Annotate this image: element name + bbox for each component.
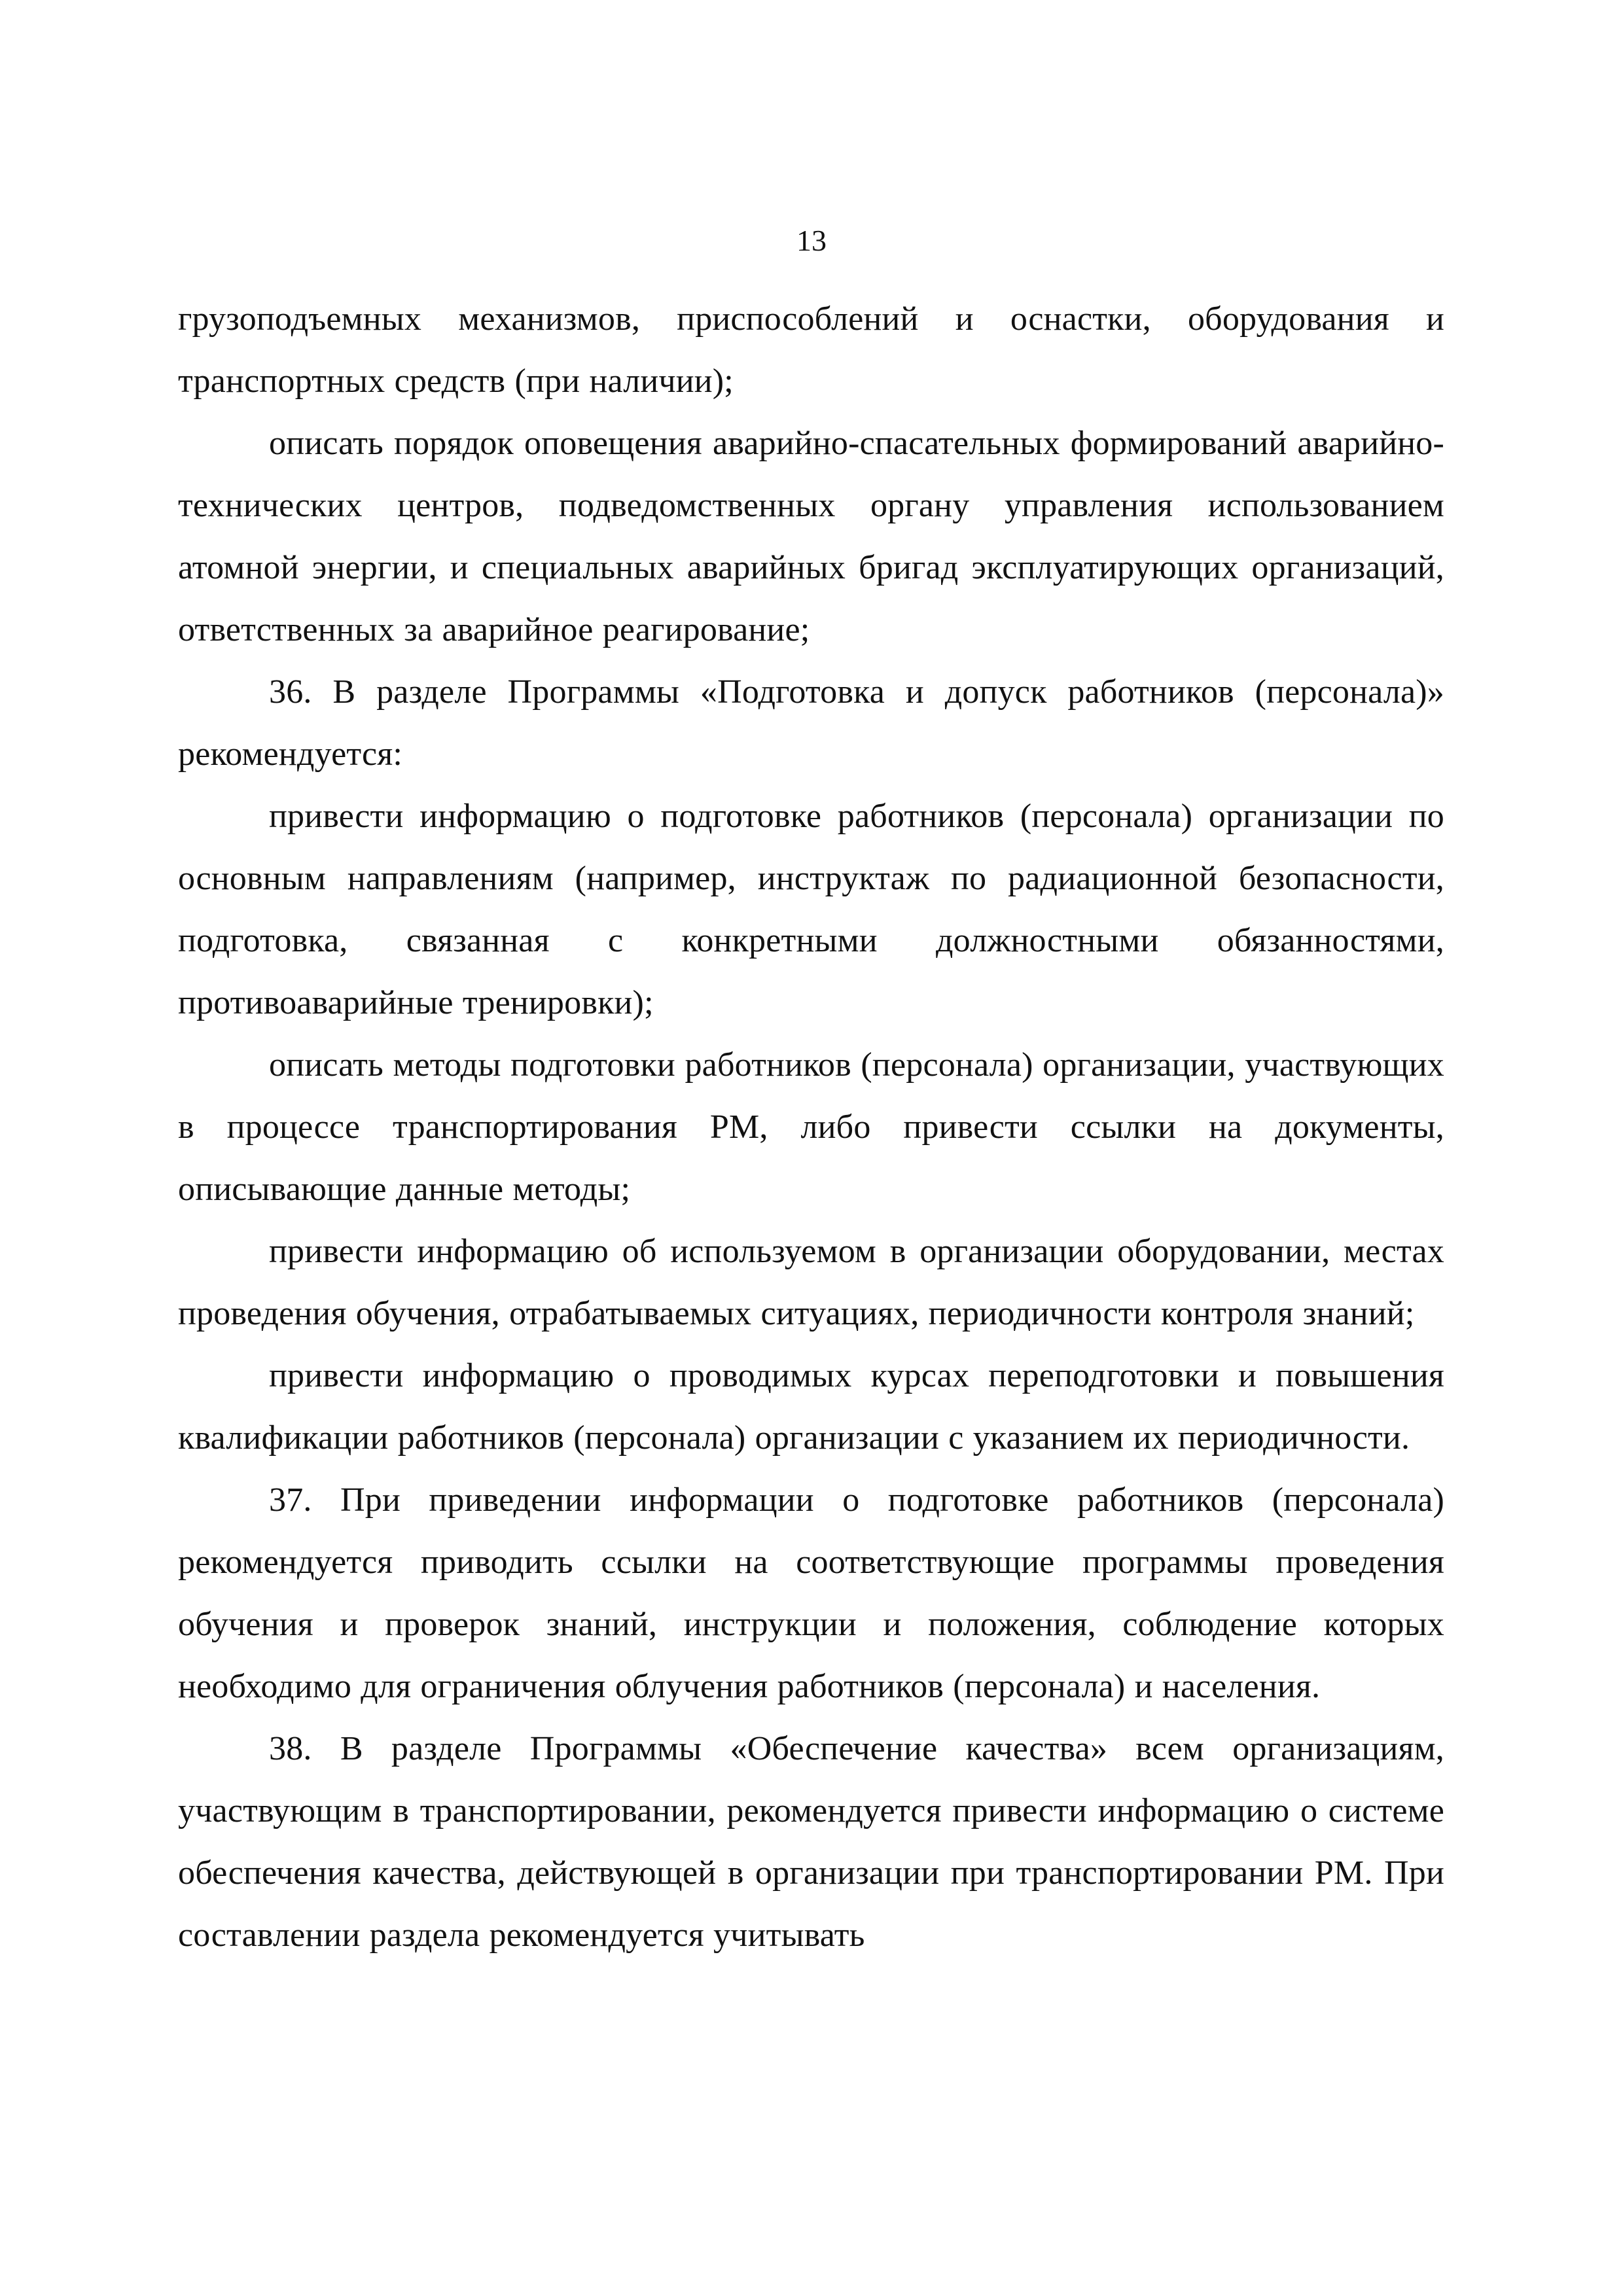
paragraph-emergency-notification: описать порядок оповещения аварийно-спасательных формирований аварийно-технических центров, подведомственных органу управления использованием атомной энергии, и специальных аварийных бригад эксплуатирующих организаций, ответственных за аварийное реагирование; bbox=[178, 425, 1444, 648]
paragraph-training-directions: привести информацию о подготовке работников (персонала) организации по основным направлениям (например, инструктаж по радиационной безопасности, подготовка, связанная с конкретными должностными обязанностями, противоаварийные тренировки); bbox=[178, 798, 1444, 1021]
paragraph-37-references: 37. При приведении информации о подготовке работников (персонала) рекомендуется приводить ссылки на соответствующие программы проведения обучения и проверок знаний, инструкции и положения, соблюдение которых необходимо для ограничения облучения работников (персонала) и населения. bbox=[178, 1481, 1444, 1705]
document-body bbox=[178, 288, 1444, 1966]
page-number: 13 bbox=[796, 224, 827, 257]
paragraph-36-training-section: 36. В разделе Программы «Подготовка и допуск работников (персонала)» рекомендуется: bbox=[178, 673, 1444, 773]
paragraph-training-methods: описать методы подготовки работников (персонала) организации, участвующих в процессе транспортирования РМ, либо привести ссылки на документы, описывающие данные методы; bbox=[178, 1046, 1444, 1208]
paragraph-38-quality-assurance: 38. В разделе Программы «Обеспечение качества» всем организациям, участвующим в транспортировании, рекомендуется привести информацию о системе обеспечения качества, действующей в организации при транспортировании РМ. При составлении раздела рекомендуется учитывать bbox=[178, 1730, 1444, 1954]
paragraph-training-equipment: привести информацию об используемом в организации оборудовании, местах проведения обучения, отрабатываемых ситуациях, периодичности контроля знаний; bbox=[178, 1233, 1444, 1332]
paragraph-continuation-equipment: грузоподъемных механизмов, приспособлений и оснастки, оборудования и транспортных средств (при наличии); bbox=[178, 300, 1444, 400]
paragraph-retraining-courses: привести информацию о проводимых курсах переподготовки и повышения квалификации работников (персонала) организации с указанием их периодичности. bbox=[178, 1357, 1444, 1457]
